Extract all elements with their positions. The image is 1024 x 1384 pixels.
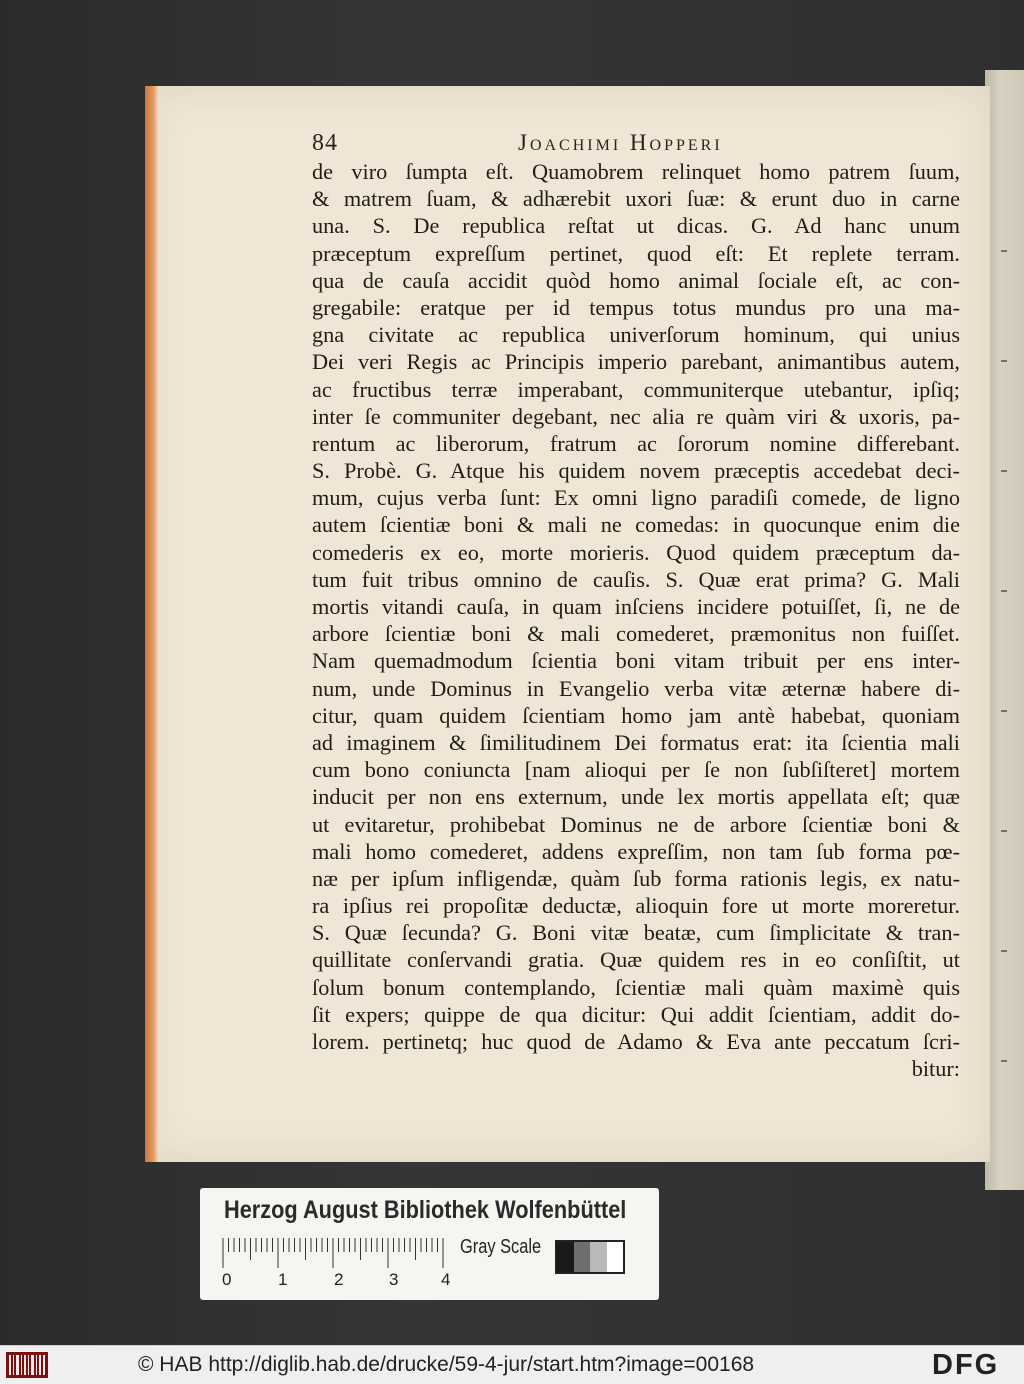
ruler-scale — [222, 1236, 450, 1270]
edge-mark — [1001, 250, 1007, 252]
text-line: lorem. pertinetq; huc quod de Adamo & Eva ante peccatum ſcri- — [312, 1029, 960, 1054]
text-line: ſit expers; quippe de qua dicitur: Qui addit ſcientiam, addit do- — [312, 1001, 960, 1027]
next-page-edge — [985, 70, 1024, 1190]
text-line: bitur: — [911, 1056, 960, 1082]
text-line: quillitate conſervandi gratia. Quæ quidem res in eo conſiſtit, ut — [312, 947, 960, 973]
text-line: inter ſe communiter degebant, nec alia re quàm viri & uxoris, pa- — [312, 403, 960, 429]
text-line: autem ſcientiæ boni & mali ne comedas: in quocunque enim die — [312, 512, 960, 538]
text-line: gna civitate ac republica univerſorum hominum, qui unius — [312, 322, 960, 348]
text-line: inducit per non ens externum, unde lex mortis appellata eſt; quæ — [312, 784, 960, 810]
text-line: ac fructibus terræ imperabant, communiterque utebantur, ipſiq; — [312, 376, 960, 402]
text-line: & matrem ſuam, & adhærebit uxori ſuæ: & erunt duo in carne — [312, 186, 960, 212]
color-calibration-card — [200, 1188, 659, 1300]
gray-patch — [557, 1242, 574, 1272]
text-line: gregabile: eratque per id tempus totus mundus pro una ma- — [312, 294, 960, 320]
text-line: S. Quæ ſecunda? G. Boni vitæ beatæ, cum ſimplicitate & tran- — [312, 920, 960, 946]
gray-patch — [607, 1242, 624, 1272]
text-line: S. Probè. G. Atque his quidem novem præceptis accedebat deci- — [312, 458, 960, 484]
dfg-logo: DFG — [932, 1349, 1000, 1381]
ruler-label: 4 — [441, 1270, 451, 1289]
text-line: arbore ſcientiæ boni & mali comederet, præmonitus non fuiſſet. — [312, 621, 960, 647]
text-line: qua de cauſa accidit quòd homo animal ſociale eſt, ac con- — [312, 267, 960, 293]
text-line: tum fuit tribus omnino de cauſis. S. Quæ erat prima? G. Mali — [312, 566, 960, 592]
text-line: rentum ac liberorum, fratrum ac ſororum nomine differebant. — [312, 430, 960, 456]
edge-mark — [1001, 950, 1007, 952]
ruler-label: 0 — [222, 1270, 232, 1289]
text-line: mali homo comederet, addens expreſſim, non tam ſub forma pœ- — [312, 838, 960, 864]
gray-patch — [574, 1242, 591, 1272]
edge-mark — [1001, 590, 1007, 592]
text-line: num, unde Dominus in Evangelio verba vitæ æternæ habere di- — [312, 675, 960, 701]
text-line: mum, cujus verba ſunt: Ex omni ligno paradiſi comede, de ligno — [312, 485, 960, 511]
text-line: cum bono coniuncta [nam alioqui per ſe non ſubſiſteret] mortem — [312, 757, 960, 783]
text-line: præceptum expreſſum pertinet, quod eſt: Et replete terram. — [312, 240, 960, 266]
text-line: Nam quemadmodum ſcientia boni vitam tribuit per ens inter- — [312, 648, 960, 674]
text-line: ſolum bonum contemplando, ſcientiæ mali quàm maximè quis — [312, 974, 960, 1000]
edge-mark — [1001, 360, 1007, 362]
edge-mark — [1001, 470, 1007, 472]
text-line: ut evitaretur, prohibebat Dominus ne de arbore ſcientiæ boni & — [312, 811, 960, 837]
page-number: 84 — [312, 130, 338, 156]
gray-scale-label: Gray Scale — [460, 1236, 542, 1258]
text-line: citur, quam quidem ſcientiam homo jam antè habebat, quoniam — [312, 702, 960, 728]
text-line: mortis vitandi cauſa, in quam inſciens incidere potuiſſet, ſi, ne de — [312, 594, 960, 619]
text-line: ad imaginem & ſimilitudinem Dei formatus erat: ita ſcientia mali — [312, 729, 960, 755]
viewer-footer — [0, 1345, 1024, 1384]
text-line: de viro ſumpta eſt. Quamobrem relinquet homo patrem ſuum, — [312, 159, 960, 184]
text-line: comederis ex eo, morte morieris. Quod quidem præceptum da- — [312, 539, 960, 565]
gray-patch — [590, 1242, 607, 1272]
edge-mark — [1001, 1060, 1007, 1062]
page-edge — [145, 86, 159, 1162]
barcode-icon — [6, 1352, 48, 1378]
library-name: Herzog August Bibliothek Wolfenbüttel — [224, 1196, 627, 1224]
page-text — [312, 158, 960, 1082]
edge-mark — [1001, 710, 1007, 712]
running-title: Joachimi Hopperi — [518, 130, 723, 155]
text-line: Dei veri Regis ac Principis imperio parebant, animantibus autem, — [312, 349, 960, 375]
edge-mark — [1001, 830, 1007, 832]
ruler-label: 2 — [334, 1270, 344, 1289]
text-line: næ per ipſum infligendæ, quàm ſub forma rationis legis, ex natu- — [312, 865, 960, 891]
copyright-link[interactable]: © HAB http://diglib.hab.de/drucke/59-4-jur/start.htm?image=00168 — [138, 1353, 755, 1376]
ruler-label: 3 — [389, 1270, 399, 1289]
ruler-label: 1 — [278, 1270, 288, 1289]
text-line: ra ipſius rei propoſitæ deductæ, alioquin fore ut morte moreretur. — [312, 893, 960, 919]
text-line: una. S. De republica reſtat ut dicas. G. Ad hanc unum — [312, 213, 960, 239]
gray-scale-patches — [555, 1240, 625, 1274]
